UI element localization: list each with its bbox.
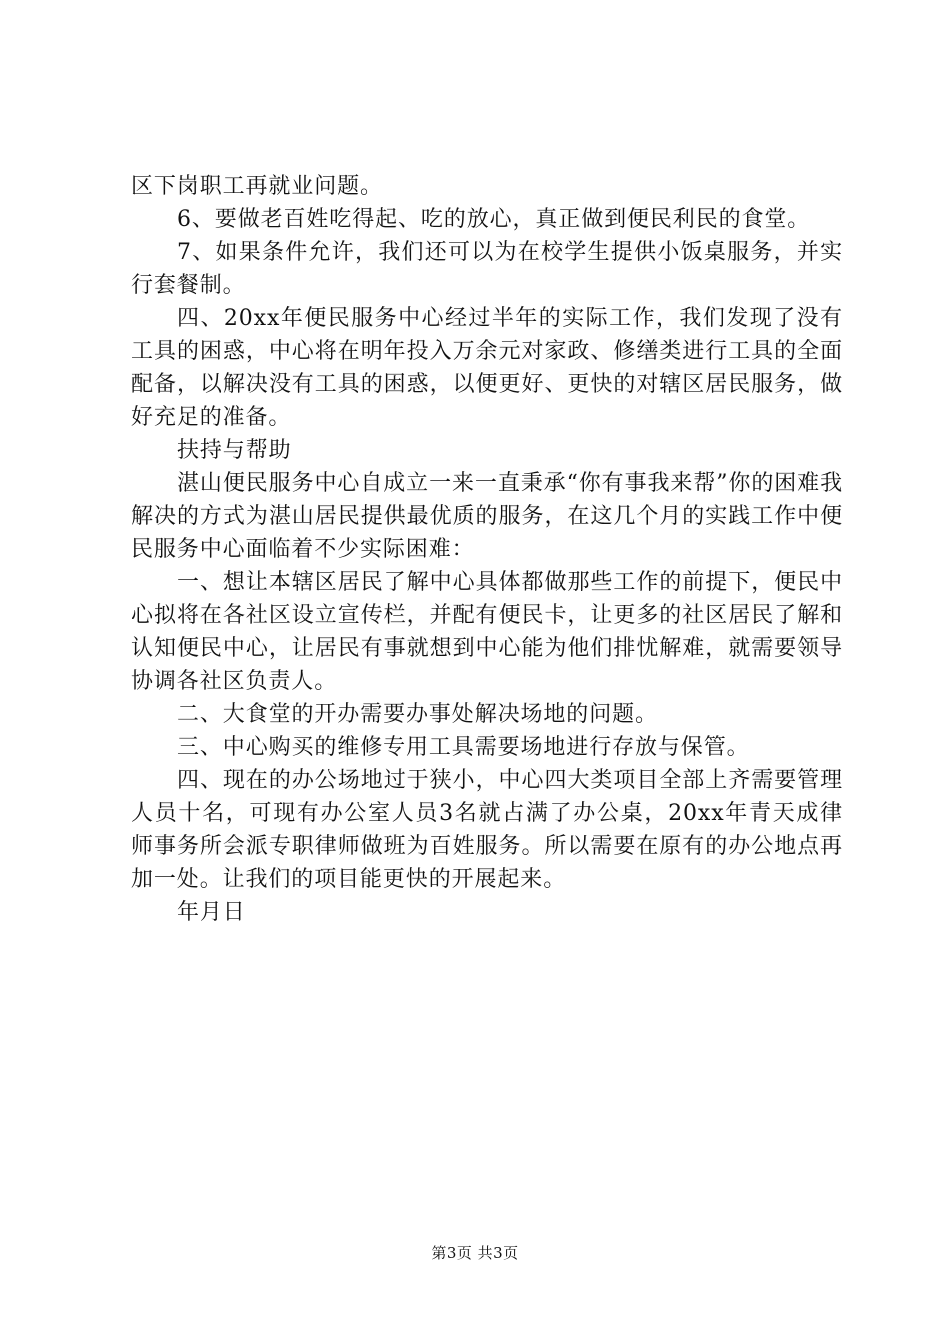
paragraph-difficulty-2: 二、大食堂的开办需要办事处解决场地的问题。 bbox=[177, 702, 658, 727]
paragraph-section-four: 四、20xx年便民服务中心经过半年的实际工作，我们发现了没有工具的困惑，中心将在明年投入万余元对家政、修缮类进行工具的全面配备，以解决没有工具的困惑，以便更好、更快的对辖区居民服务，做好充足的准备。 bbox=[131, 306, 843, 430]
document-body bbox=[131, 170, 843, 929]
paragraph-difficulty-1: 一、想让本辖区居民了解中心具体都做那些工作的前提下，便民中心拟将在各社区设立宣传栏，并配有便民卡，让更多的社区居民了解和认知便民中心，让居民有事就想到中心能为他们排忧解难，就需要领导协调各社区负责人。 bbox=[131, 570, 843, 694]
page-footer: 第3页 共3页 bbox=[431, 1244, 519, 1262]
section-heading-support: 扶持与帮助 bbox=[177, 438, 292, 463]
date-line: 年月日 bbox=[177, 900, 246, 925]
paragraph-difficulty-3: 三、中心购买的维修专用工具需要场地进行存放与保管。 bbox=[177, 735, 750, 760]
paragraph-item-6: 6、要做老百姓吃得起、吃的放心，真正做到便民利民的食堂。 bbox=[177, 207, 811, 232]
paragraph-intro: 湛山便民服务中心自成立一来一直秉承“你有事我来帮”你的困难我解决的方式为湛山居民提供最优质的服务，在这几个月的实践工作中便民服务中心面临着不少实际困难： bbox=[131, 471, 843, 562]
paragraph-difficulty-4: 四、现在的办公场地过于狭小，中心四大类项目全部上齐需要管理人员十名，可现有办公室人员3名就占满了办公桌，20xx年青天成律师事务所会派专职律师做班为百姓服务。所以需要在原有的办公地点再加一处。让我们的项目能更快的开展起来。 bbox=[131, 768, 843, 892]
paragraph-continuation: 区下岗职工再就业问题。 bbox=[131, 174, 383, 199]
paragraph-item-7: 7、如果条件允许，我们还可以为在校学生提供小饭桌服务，并实行套餐制。 bbox=[131, 240, 843, 298]
